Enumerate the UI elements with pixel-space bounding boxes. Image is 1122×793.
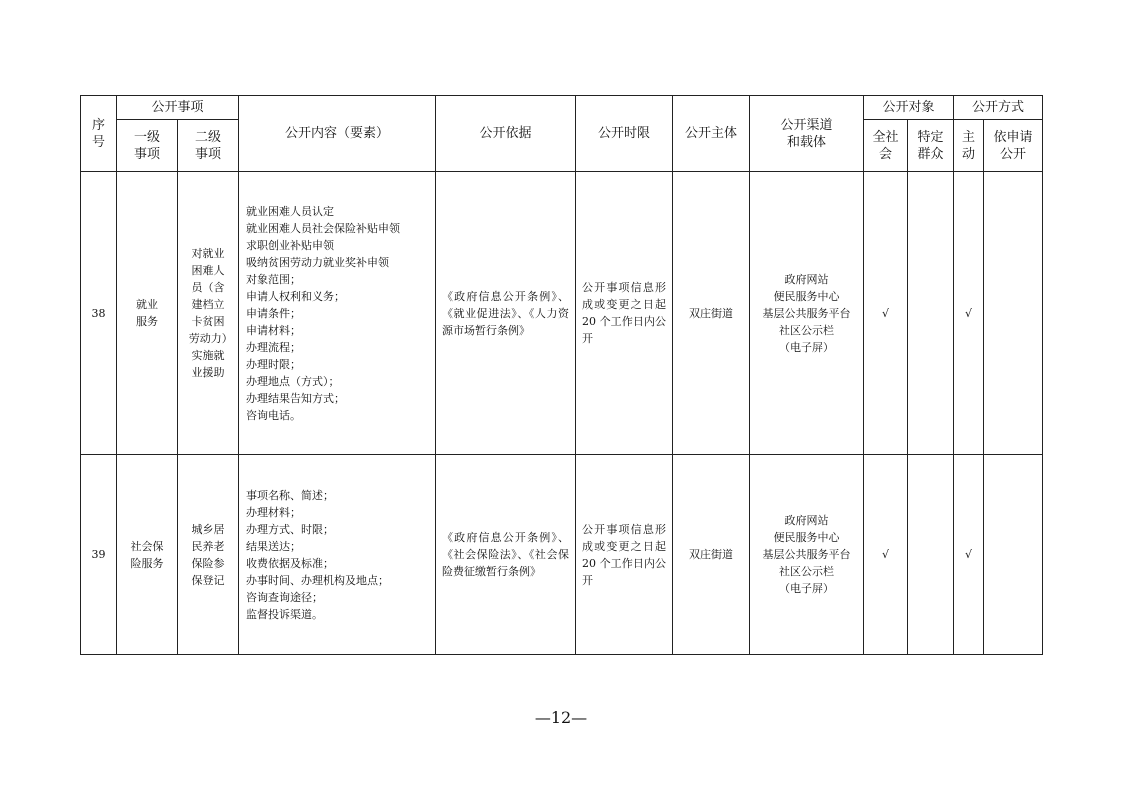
- row-channels: [750, 172, 864, 455]
- header-subject: 公开主体: [673, 96, 750, 172]
- header-level1: 一级事项: [117, 120, 178, 172]
- channel-line: 政府网站: [784, 514, 829, 527]
- content-line: 办理流程；: [246, 340, 302, 354]
- row-channels: [750, 455, 864, 655]
- channel-line: （电子屏）: [779, 340, 835, 354]
- header-time-limit: 公开时限: [576, 96, 673, 172]
- row-proactive-check: √: [954, 172, 984, 455]
- row-on-request-check: [984, 455, 1043, 655]
- row-subject: 双庄街道: [673, 172, 750, 455]
- row-content: [239, 172, 436, 455]
- row-time-limit: 公开事项信息形成或变更之日起 20 个工作日内公开: [576, 455, 673, 655]
- content-line: 办理地点（方式）；: [246, 374, 340, 388]
- disclosure-table: [80, 95, 1043, 655]
- content-line: 办理材料；: [246, 505, 302, 519]
- content-line: 收费依据及标准；: [246, 556, 335, 570]
- content-line: 对象范围；: [246, 272, 302, 286]
- channel-line: 政府网站: [784, 272, 829, 286]
- channel-line: 便民服务中心: [773, 289, 840, 303]
- row-level2: 对就业困难人员（含建档立卡贫困劳动力）实施就业援助: [178, 172, 239, 455]
- content-line: 咨询电话。: [246, 408, 302, 422]
- channel-line: 基层公共服务平台: [762, 306, 851, 320]
- row-all-society-check: √: [864, 455, 908, 655]
- header-on-request: 依申请公开: [984, 120, 1043, 172]
- header-seq: 序号: [81, 96, 117, 172]
- row-on-request-check: [984, 172, 1043, 455]
- content-line: 申请材料；: [246, 323, 302, 337]
- content-line: 监督投诉渠道。: [246, 607, 324, 621]
- content-line: 事项名称、简述；: [246, 488, 335, 502]
- content-line: 求职创业补贴申领: [246, 238, 335, 252]
- content-line: 办理时限；: [246, 357, 302, 371]
- row-level1: 就业服务: [117, 172, 178, 455]
- row-specific-group-check: [908, 172, 954, 455]
- content-line: 办理方式、时限；: [246, 522, 335, 536]
- row-all-society-check: √: [864, 172, 908, 455]
- channel-line: 社区公示栏: [779, 565, 835, 578]
- row-basis: 《政府信息公开条例》、《社会保险法》、《社会保险费征缴暂行条例》: [436, 455, 576, 655]
- content-line: 结果送达；: [246, 539, 302, 553]
- row-proactive-check: √: [954, 455, 984, 655]
- channel-line: 便民服务中心: [773, 531, 840, 544]
- header-target-group: 公开对象: [864, 96, 954, 120]
- content-line: 就业困难人员社会保险补贴申领: [246, 221, 401, 235]
- row-level1: 社会保险服务: [117, 455, 178, 655]
- header-all-society: 全社会: [864, 120, 908, 172]
- content-line: 办事时间、办理机构及地点；: [246, 573, 390, 587]
- row-subject: 双庄街道: [673, 455, 750, 655]
- header-level2: 二级事项: [178, 120, 239, 172]
- row-time-limit: 公开事项信息形成或变更之日起 20 个工作日内公开: [576, 172, 673, 455]
- page-number: —12—: [534, 708, 588, 727]
- table-row: [81, 455, 1043, 655]
- header-channel-line2: 和载体: [787, 134, 827, 150]
- content-line: 申请条件；: [246, 306, 302, 320]
- channel-line: 社区公示栏: [779, 323, 835, 337]
- header-basis: 公开依据: [436, 96, 576, 172]
- header-proactive: 主动: [954, 120, 984, 172]
- row-seq: 39: [81, 455, 117, 655]
- header-specific-group: 特定群众: [908, 120, 954, 172]
- channel-line: （电子屏）: [779, 582, 835, 595]
- header-method-group: 公开方式: [954, 96, 1043, 120]
- header-channel-line1: 公开渠道: [780, 117, 833, 133]
- content-line: 咨询查询途径；: [246, 590, 324, 604]
- header-item-group: 公开事项: [117, 96, 239, 120]
- row-basis: 《政府信息公开条例》、《就业促进法》、《人力资源市场暂行条例》: [436, 172, 576, 455]
- row-content: [239, 455, 436, 655]
- content-line: 办理结果告知方式；: [246, 391, 346, 405]
- content-line: 吸纳贫困劳动力就业奖补申领: [246, 255, 390, 269]
- row-seq: 38: [81, 172, 117, 455]
- header-row-1: [81, 96, 1043, 120]
- row-specific-group-check: [908, 455, 954, 655]
- header-content: 公开内容（要素）: [239, 96, 436, 172]
- channel-line: 基层公共服务平台: [762, 548, 851, 561]
- header-channel: [750, 96, 864, 172]
- row-level2: 城乡居民养老保险参保登记: [178, 455, 239, 655]
- table-row: [81, 172, 1043, 455]
- content-line: 申请人权利和义务；: [246, 289, 346, 303]
- content-line: 就业困难人员认定: [246, 204, 335, 218]
